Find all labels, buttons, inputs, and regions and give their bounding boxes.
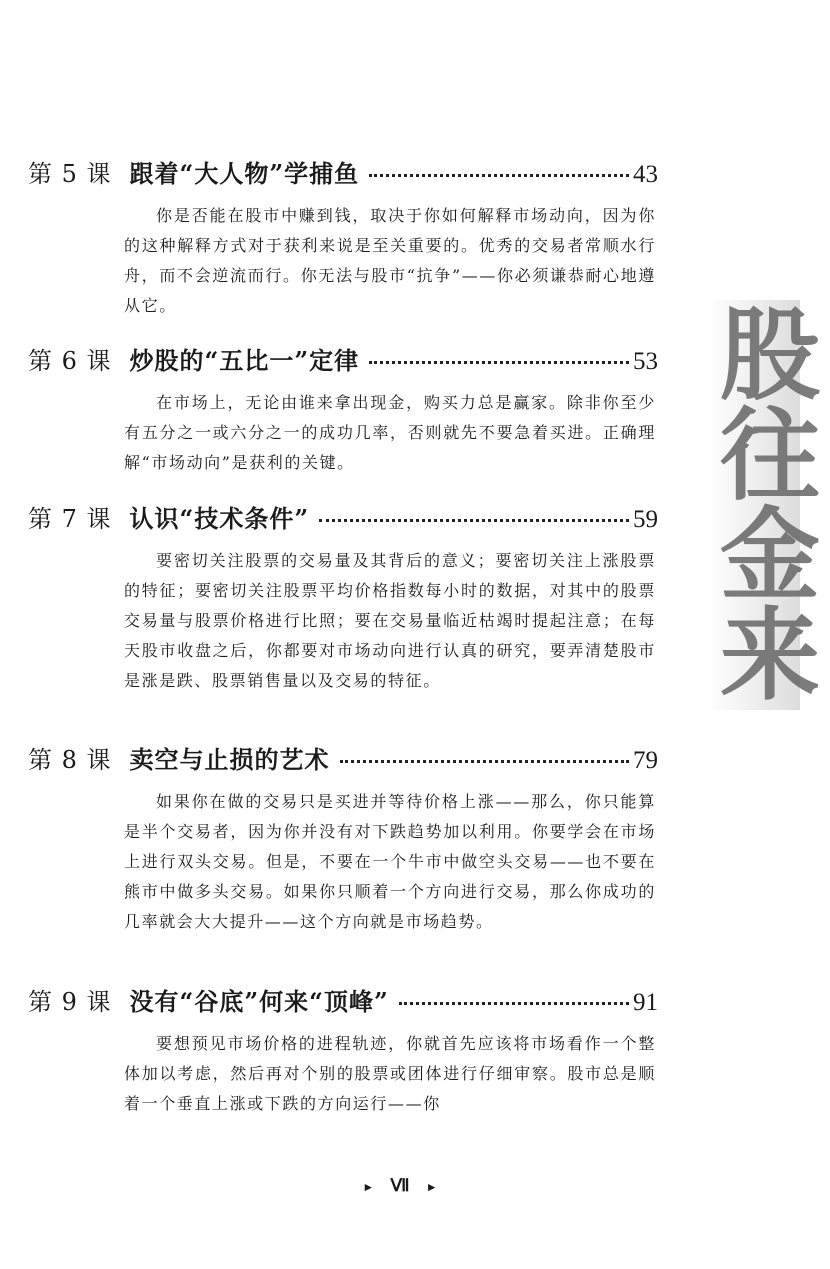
sidebar-char: 金	[720, 496, 820, 614]
page-number: 79	[633, 747, 658, 774]
lesson-summary: 你是否能在股市中赚到钱，取决于你如何解释市场动向，因为你的这种解释方式对于获利来说是至关重要的。优秀的交易者常顺水行舟，而不会逆流而行。你无法与股市“抗争”——你必须谦恭耐心地遵从它。	[124, 206, 656, 315]
page-number: 43	[633, 161, 658, 188]
sidebar-char: 来	[720, 596, 820, 714]
entry-heading[interactable]	[28, 985, 658, 1019]
lesson-title: 认识“技术条件”	[129, 504, 310, 533]
lesson-number: 第 5 课	[28, 160, 112, 188]
lesson-number: 第 8 课	[28, 746, 112, 774]
lesson-title: 没有“谷底”何来“顶峰”	[129, 987, 389, 1016]
footer-page-number: Ⅶ	[390, 1176, 410, 1195]
lesson-summary: 在市场上，无论由谁来拿出现金，购买力总是赢家。除非你至少有五分之一或六分之一的成功几率，否则就先不要急着买进。正确理解“市场动向”是获利的关键。	[124, 393, 656, 472]
dot-leader	[319, 519, 629, 522]
entry-heading[interactable]	[28, 344, 658, 378]
triangle-right-icon: ►	[362, 1180, 375, 1194]
sidebar-char: 股	[720, 296, 820, 414]
dot-leader	[369, 174, 629, 177]
book-title-decoration	[706, 296, 820, 714]
dot-leader	[399, 1002, 629, 1005]
page-number: 59	[633, 506, 658, 533]
page-number: 53	[633, 348, 658, 375]
dot-leader	[340, 760, 629, 763]
lesson-summary: 要想预见市场价格的进程轨迹，你就首先应该将市场看作一个整体加以考虑，然后再对个别的股票或团体进行仔细审察。股市总是顺着一个垂直上涨或下跌的方向运行——你	[124, 1034, 656, 1113]
dot-leader	[369, 361, 629, 364]
toc-entry-lesson-6	[28, 344, 658, 478]
lesson-summary: 要密切关注股票的交易量及其背后的意义；要密切关注上涨股票的特征；要密切关注股票平均价格指数每小时的数据，对其中的股票交易量与股票价格进行比照；要在交易量临近枯竭时提起注意；在每天股市收盘之后，你都要对市场动向进行认真的研究，要弄清楚股市是涨是跌、股票销售量以及交易的特征。	[124, 551, 656, 690]
triangle-right-icon: ►	[425, 1180, 438, 1194]
lesson-number: 第 6 课	[28, 347, 112, 375]
page-number: 91	[633, 989, 658, 1016]
entry-heading[interactable]	[28, 743, 658, 777]
lesson-title: 卖空与止损的艺术	[129, 745, 330, 774]
sidebar-char: 往	[720, 396, 820, 514]
entry-heading[interactable]	[28, 157, 658, 191]
lesson-number: 第 9 课	[28, 988, 112, 1016]
lesson-number: 第 7 课	[28, 505, 112, 533]
toc-entry-lesson-7	[28, 502, 658, 696]
lesson-title: 炒股的“五比一”定律	[129, 346, 360, 375]
page-footer	[0, 1176, 800, 1196]
toc-entry-lesson-8	[28, 743, 658, 937]
toc-entry-lesson-9	[28, 985, 658, 1119]
entry-heading[interactable]	[28, 502, 658, 536]
lesson-title: 跟着“大人物”学捕鱼	[129, 159, 360, 188]
lesson-summary: 如果你在做的交易只是买进并等待价格上涨——那么，你只能算是半个交易者，因为你并没有对下跌趋势加以利用。你要学会在市场上进行双头交易。但是，不要在一个牛市中做空头交易——也不要在熊市中做多头交易。如果你只顺着一个方向进行交易，那么你成功的几率就会大大提升——这个方向就是市场趋势。	[124, 792, 656, 931]
toc-entry-lesson-5	[28, 157, 658, 321]
